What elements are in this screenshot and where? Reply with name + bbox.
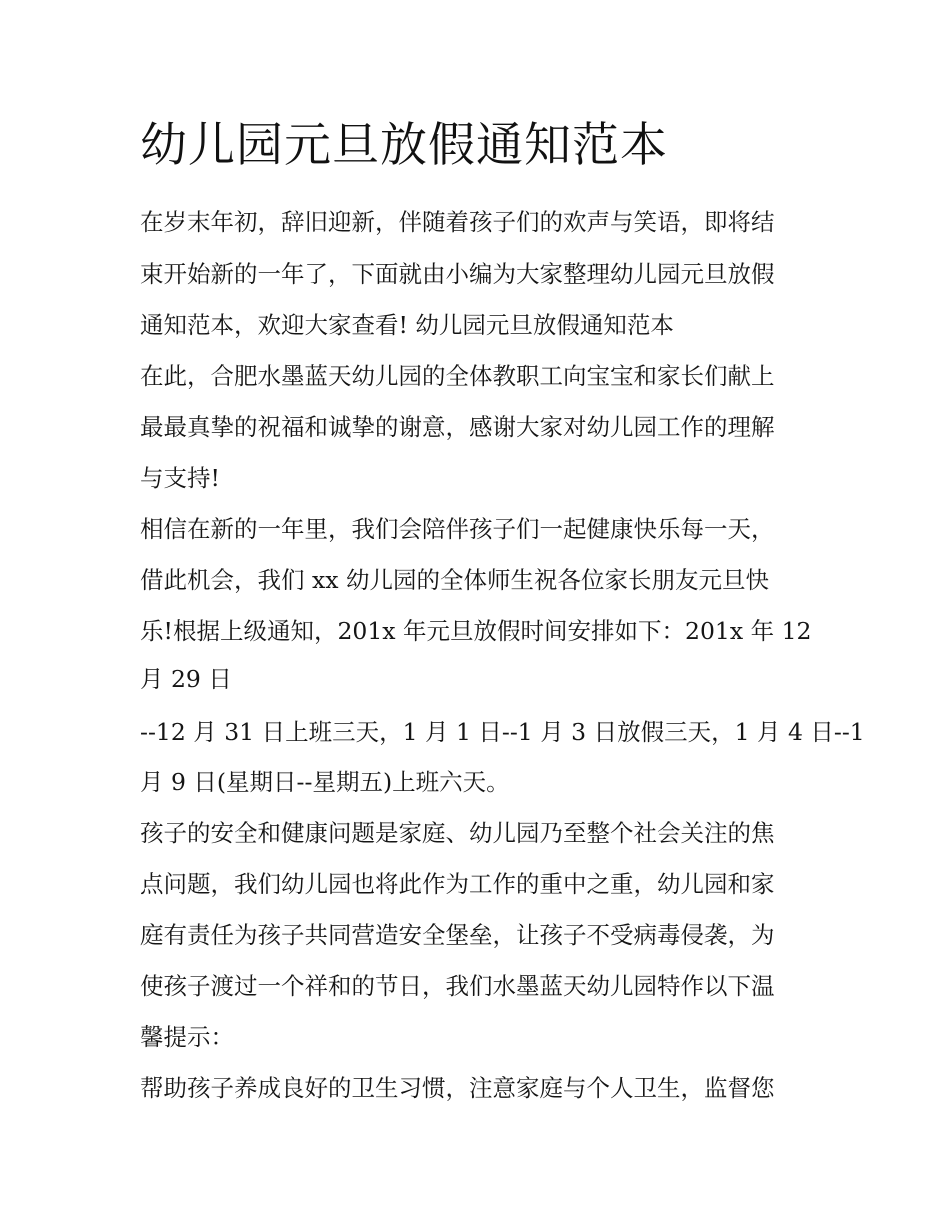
- body-line: 与支持!: [140, 464, 220, 492]
- body-line: --12 月 31 日上班三天，1 月 1 日--1 月 3 日放假三天，1 月 4 日--1: [140, 718, 865, 746]
- body-line: 使孩子渡过一个祥和的节日，我们水墨蓝天幼儿园特作以下温: [140, 972, 775, 1000]
- body-line: 点问题，我们幼儿园也将此作为工作的重中之重，幼儿园和家: [140, 870, 775, 898]
- body-line: 通知范本，欢迎大家查看! 幼儿园元旦放假通知范本: [140, 311, 674, 339]
- body-line: 束开始新的一年了，下面就由小编为大家整理幼儿园元旦放假: [140, 260, 775, 288]
- body-line: 馨提示：: [140, 1023, 234, 1051]
- document-title: 幼儿园元旦放假通知范本: [140, 118, 668, 173]
- body-line: 月 9 日(星期日--星期五)上班六天。: [140, 768, 510, 796]
- body-line: 孩子的安全和健康问题是家庭、幼儿园乃至整个社会关注的焦: [140, 819, 775, 847]
- body-line: 最最真挚的祝福和诚挚的谢意，感谢大家对幼儿园工作的理解: [140, 413, 775, 441]
- body-line: 帮助孩子养成良好的卫生习惯，注意家庭与个人卫生，监督您: [140, 1074, 775, 1102]
- body-line: 庭有责任为孩子共同营造安全堡垒，让孩子不受病毒侵袭，为: [140, 921, 775, 949]
- body-line: 月 29 日: [140, 665, 232, 693]
- body-line: 相信在新的一年里，我们会陪伴孩子们一起健康快乐每一天，: [140, 515, 775, 543]
- body-line: 乐!根据上级通知，201x 年元旦放假时间安排如下：201x 年 12: [140, 617, 812, 645]
- body-line: 借此机会，我们 xx 幼儿园的全体师生祝各位家长朋友元旦快: [140, 566, 769, 594]
- body-line: 在岁末年初，辞旧迎新，伴随着孩子们的欢声与笑语，即将结: [140, 208, 775, 236]
- body-line: 在此，合肥水墨蓝天幼儿园的全体教职工向宝宝和家长们献上: [140, 362, 775, 390]
